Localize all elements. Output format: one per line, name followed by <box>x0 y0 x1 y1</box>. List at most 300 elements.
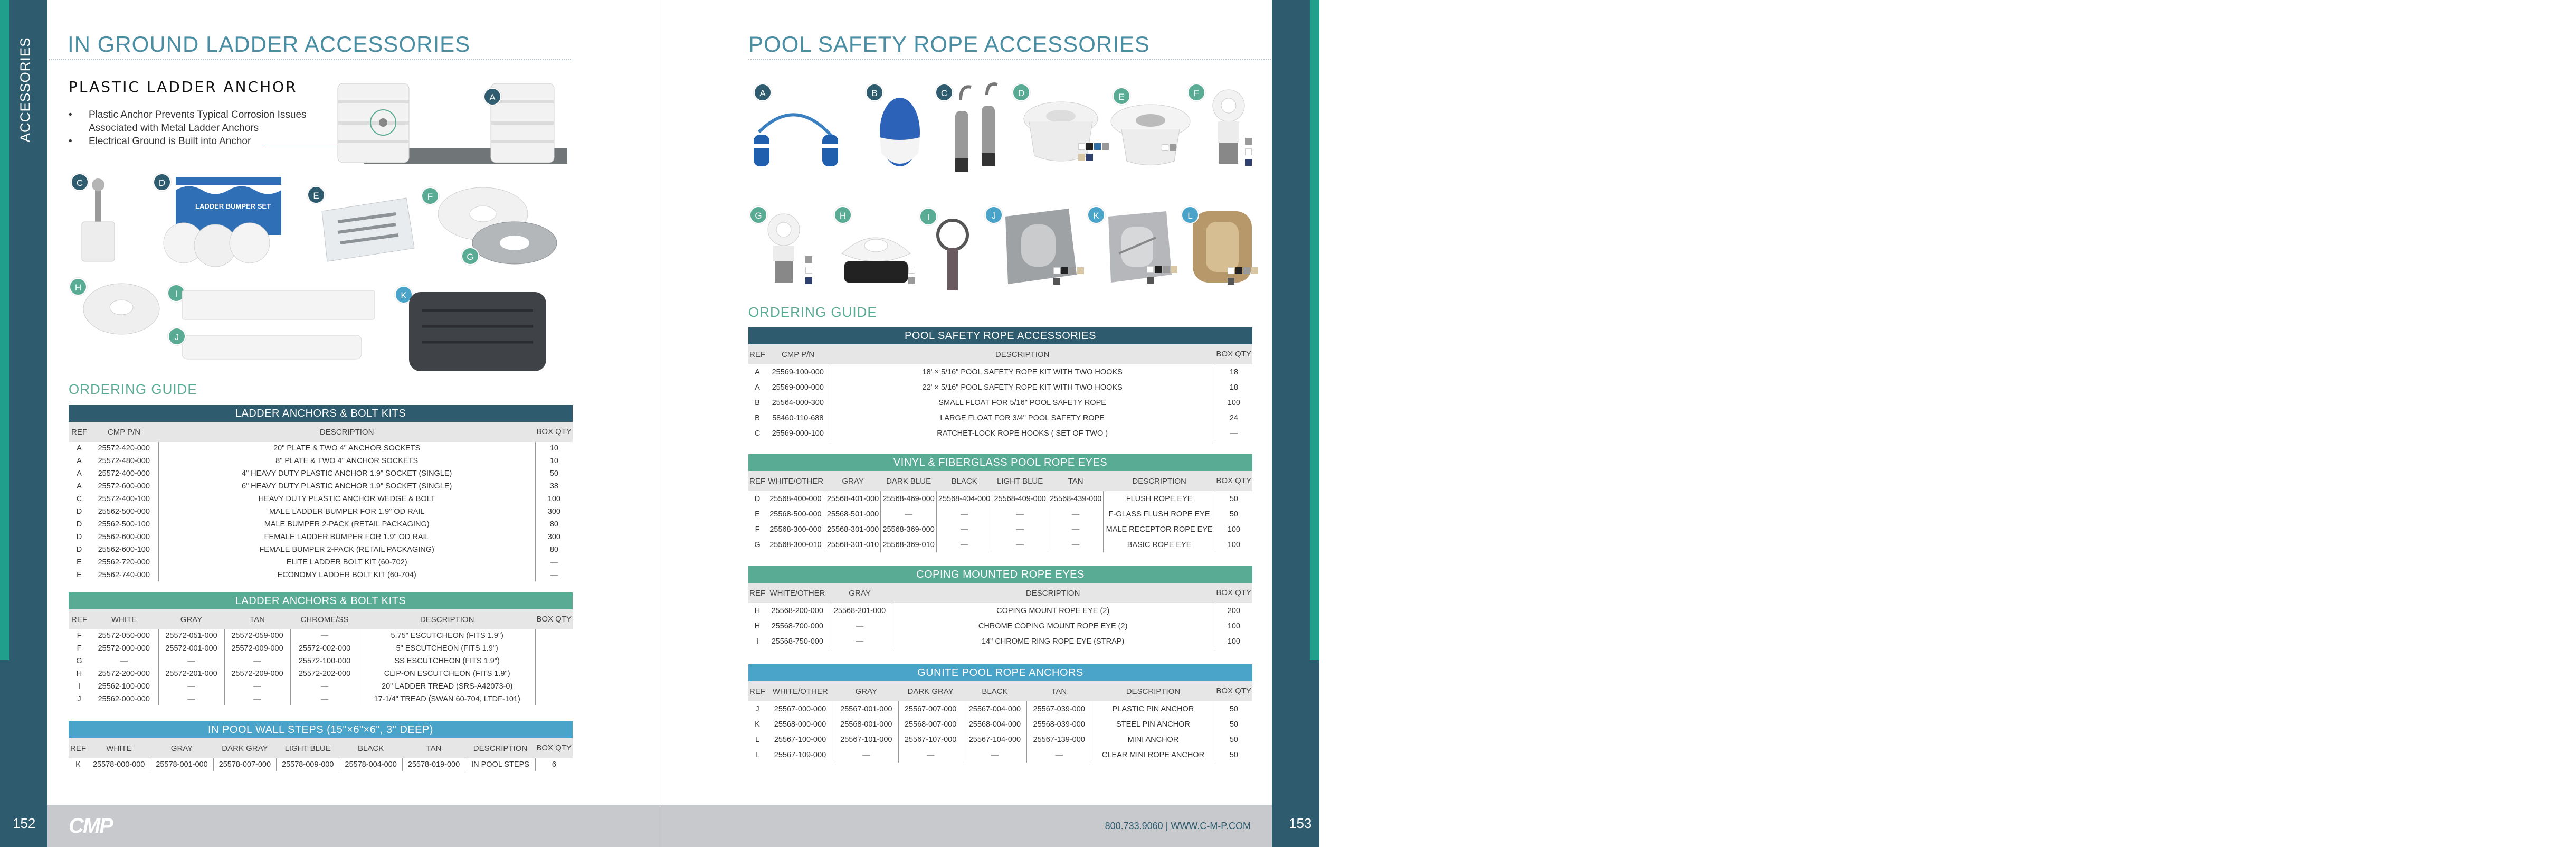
right-accent-strip <box>1310 0 1319 660</box>
table-row <box>748 364 1252 380</box>
table-row <box>748 603 1252 618</box>
table-cell: 38 <box>549 482 558 491</box>
right-safety-rope-table <box>748 327 1252 441</box>
table-cell: 25568-439-000 <box>1048 491 1104 506</box>
table-cell: 25568-300-010 <box>766 537 825 552</box>
table-caption: POOL SAFETY ROPE ACCESSORIES <box>748 327 1252 344</box>
badge-g: G <box>749 206 767 224</box>
col-white: WHITE <box>90 609 158 629</box>
color-swatches <box>1078 143 1109 164</box>
table-cell: 25572-100-000 <box>290 655 359 667</box>
table-cell: 17-1/4" TREAD (SWAN 60-704, LTDF-101) <box>359 693 535 705</box>
table-cell: L <box>755 750 760 759</box>
table-cell: MALE LADDER BUMPER FOR 1.9" OD RAIL <box>158 505 535 518</box>
table-cell: D <box>76 533 82 541</box>
bumper-bag-label: LADDER BUMPER SET <box>195 202 271 210</box>
table-cell: 6" HEAVY DUTY PLASTIC ANCHOR 1.9" SOCKET (SINGLE) <box>158 480 535 493</box>
col-description: DESCRIPTION <box>158 422 535 442</box>
table-cell: ELITE LADDER BOLT KIT (60-702) <box>158 556 535 569</box>
table-cell: 300 <box>547 507 560 516</box>
clip-on-escutcheon-illustration <box>82 280 161 338</box>
right-side-tab-label: ACCESSORIES | LADDER & ROPE ACCESSORIES <box>2560 28 2576 373</box>
table-cell: 25567-007-000 <box>898 701 963 717</box>
table-cell: 25567-004-000 <box>963 701 1027 717</box>
plastic-ladder-anchor-illustration <box>332 74 575 174</box>
col-description: DESCRIPTION <box>1091 681 1215 701</box>
table-row <box>748 537 1252 552</box>
table-cell: A <box>77 444 82 453</box>
col-description: DESCRIPTION <box>891 583 1215 603</box>
col-white: WHITE <box>88 738 150 758</box>
coping-mount-rope-eye-illustration <box>837 222 916 290</box>
table-cell: 25572-002-000 <box>290 642 359 655</box>
col-chrome-ss: CHROME/SS <box>290 609 359 629</box>
table-cell: 25572-000-000 <box>90 642 158 655</box>
col-box-qty: BOX QTY <box>535 738 573 758</box>
ladder-bumper-set-illustration <box>152 174 289 269</box>
table-cell: MALE BUMPER 2-PACK (RETAIL PACKAGING) <box>158 518 535 531</box>
table-cell: — <box>1027 747 1091 763</box>
table-caption: IN POOL WALL STEPS (15"×6"×6", 3" DEEP) <box>69 721 573 738</box>
cmp-logo: CMP <box>69 814 112 837</box>
table-cell: I <box>78 682 81 691</box>
table-cell: RATCHET-LOCK ROPE HOOKS ( SET OF TWO ) <box>830 426 1215 441</box>
table-cell: 25568-369-000 <box>881 522 937 537</box>
table-row <box>748 717 1252 732</box>
table-cell: 25568-301-000 <box>825 522 881 537</box>
table-cell: H <box>754 606 761 615</box>
right-side-tab <box>1272 0 2576 805</box>
col-box-qty: BOX QTY <box>1215 344 1252 364</box>
table-header-row <box>69 738 573 758</box>
table-cell: — <box>550 571 558 579</box>
color-swatches <box>805 256 815 287</box>
table-cell: HEAVY DUTY PLASTIC ANCHOR WEDGE & BOLT <box>158 493 535 505</box>
table-cell: COPING MOUNT ROPE EYE (2) <box>891 603 1215 618</box>
table-cell: L <box>755 735 760 744</box>
table-caption: GUNITE POOL ROPE ANCHORS <box>748 664 1252 681</box>
chrome-ring-rope-eye-illustration <box>934 217 971 293</box>
table-cell: K <box>755 720 760 729</box>
table-cell: 25578-009-000 <box>277 758 339 771</box>
left-page-title: IN GROUND LADDER ACCESSORIES <box>68 32 471 57</box>
table-cell: — <box>898 747 963 763</box>
table-cell: — <box>936 537 992 552</box>
table-cell: PLASTIC PIN ANCHOR <box>1091 701 1215 717</box>
table-cell: C <box>76 495 82 503</box>
table-cell: 25568-750-000 <box>766 634 829 649</box>
table-cell: 10 <box>549 444 558 453</box>
table-cell: 22' × 5/16" POOL SAFETY ROPE KIT WITH TWO HOOKS <box>830 380 1215 395</box>
table-cell: IN POOL STEPS <box>465 758 536 771</box>
table-row <box>748 506 1252 522</box>
table-cell: 50 <box>1229 510 1238 519</box>
table-row <box>69 480 573 493</box>
col-dark-gray: DARK GRAY <box>898 681 963 701</box>
table-cell: A <box>755 383 760 392</box>
table-cell: 25568-501-000 <box>825 506 881 522</box>
col-ref: REF <box>748 583 766 603</box>
anchor-bullets <box>69 108 343 148</box>
table-cell: 25562-100-000 <box>90 680 158 693</box>
table-cell: 18 <box>1229 368 1238 377</box>
table-cell <box>535 667 573 680</box>
table-cell: 25568-401-000 <box>825 491 881 506</box>
table-cell: A <box>77 469 82 478</box>
table-cell: 50 <box>1229 750 1238 759</box>
table-cell: 25568-700-000 <box>766 618 829 634</box>
table-row <box>748 618 1252 634</box>
table-row <box>748 701 1252 717</box>
table-cell: CLEAR MINI ROPE ANCHOR <box>1091 747 1215 763</box>
table-cell <box>535 680 573 693</box>
table-row <box>748 426 1252 441</box>
badge-e: E <box>1113 87 1130 105</box>
col-description: DESCRIPTION <box>359 609 535 629</box>
badge-a: A <box>754 83 772 101</box>
col-black: BLACK <box>963 681 1027 701</box>
table-header-row <box>69 422 573 442</box>
table-cell: 25568-500-000 <box>766 506 825 522</box>
badge-e: E <box>307 186 325 204</box>
table-row <box>748 634 1252 649</box>
table-cell: 18' × 5/16" POOL SAFETY ROPE KIT WITH TWO HOOKS <box>830 364 1215 380</box>
table-cell: 6 <box>552 760 556 769</box>
table-row <box>69 467 573 480</box>
table-row <box>69 642 573 655</box>
table-cell: 25572-600-000 <box>90 480 158 493</box>
color-swatches <box>1161 144 1182 154</box>
table-cell: BASIC ROPE EYE <box>1104 537 1215 552</box>
col-box-qty: BOX QTY <box>1215 681 1252 701</box>
table-row <box>69 505 573 518</box>
rope-float-illustration <box>876 95 924 169</box>
table-cell: 5" ESCUTCHEON (FITS 1.9") <box>359 642 535 655</box>
left-in-pool-steps-table <box>69 721 573 771</box>
table-cell: — <box>834 747 898 763</box>
table-cell: D <box>76 545 82 554</box>
table-cell: — <box>992 537 1048 552</box>
fglass-flush-rope-eye-illustration <box>1108 100 1203 169</box>
table-cell: F <box>77 644 82 653</box>
table-cell: 100 <box>1227 637 1240 646</box>
table-cell <box>535 655 573 667</box>
table-cell: 50 <box>549 469 558 478</box>
col-tan: TAN <box>402 738 465 758</box>
bullet-item: • Electrical Ground is Built into Anchor <box>69 135 343 148</box>
col-box-qty: BOX QTY <box>1215 471 1252 491</box>
table-cell: 25568-409-000 <box>992 491 1048 506</box>
table-cell: A <box>77 482 82 491</box>
table-cell: C <box>754 429 761 438</box>
col-tan: TAN <box>1048 471 1104 491</box>
table-row <box>69 569 573 581</box>
table-header-row <box>748 471 1252 491</box>
left-side-tab-label: ACCESSORIES <box>17 37 33 143</box>
table-cell: FEMALE BUMPER 2-PACK (RETAIL PACKAGING) <box>158 543 535 556</box>
table-header-row <box>748 583 1252 603</box>
col-white-other: WHITE/OTHER <box>766 681 834 701</box>
table-caption: LADDER ANCHORS & BOLT KITS <box>69 592 573 609</box>
table-row <box>69 518 573 531</box>
table-header-row <box>748 681 1252 701</box>
table-cell: 100 <box>1227 540 1240 549</box>
col-box-qty: BOX QTY <box>535 422 573 442</box>
table-cell: — <box>224 680 290 693</box>
table-cell: — <box>90 655 158 667</box>
in-pool-step-illustration <box>406 289 549 374</box>
color-swatches <box>1053 267 1085 288</box>
badge-i: I <box>919 208 937 225</box>
table-cell: F <box>77 632 82 640</box>
table-cell: FEMALE LADDER BUMPER FOR 1.9" OD RAIL <box>158 531 535 543</box>
table-cell: 25572-050-000 <box>90 629 158 642</box>
table-cell: — <box>1048 522 1104 537</box>
table-cell: 100 <box>1227 398 1240 407</box>
table-cell: 25572-001-000 <box>158 642 224 655</box>
table-row <box>748 491 1252 506</box>
table-cell: 25562-720-000 <box>90 556 158 569</box>
table-cell: 18 <box>1229 383 1238 392</box>
badge-h: H <box>69 278 87 296</box>
table-cell: — <box>158 693 224 705</box>
badge-l: L <box>1181 206 1199 224</box>
table-header-row <box>748 344 1252 364</box>
table-cell: 20" PLATE & TWO 4" ANCHOR SOCKETS <box>158 442 535 455</box>
badge-d: D <box>153 173 171 191</box>
bullet-item: • Plastic Anchor Prevents Typical Corrosion Issues Associated with Metal Ladder Anchors <box>69 108 343 135</box>
table-row <box>748 410 1252 426</box>
right-rope-eyes-table <box>748 454 1252 552</box>
col-box-qty: BOX QTY <box>535 609 573 629</box>
table-cell: D <box>76 520 82 529</box>
table-cell: 25564-000-300 <box>766 395 830 410</box>
table-cell: 25562-000-000 <box>90 693 158 705</box>
table-cell: 25568-007-000 <box>898 717 963 732</box>
rope-hooks-illustration <box>945 79 1008 180</box>
table-cell: 25567-001-000 <box>834 701 898 717</box>
contact-info: 800.733.9060 | WWW.C-M-P.COM <box>1105 821 1251 831</box>
table-cell: 25569-100-000 <box>766 364 830 380</box>
table-cell: LARGE FLOAT FOR 3/4" POOL SAFETY ROPE <box>830 410 1215 426</box>
table-cell: F-GLASS FLUSH ROPE EYE <box>1104 506 1215 522</box>
table-cell: E <box>755 510 760 519</box>
table-cell: 80 <box>549 545 558 554</box>
table-cell: MALE RECEPTOR ROPE EYE <box>1104 522 1215 537</box>
table-row <box>69 680 573 693</box>
col-gray: GRAY <box>834 681 898 701</box>
table-cell: 25572-059-000 <box>224 629 290 642</box>
col-description: DESCRIPTION <box>465 738 536 758</box>
table-cell: 25569-000-100 <box>766 426 830 441</box>
table-cell: 5.75" ESCUTCHEON (FITS 1.9") <box>359 629 535 642</box>
table-cell: 25568-001-000 <box>834 717 898 732</box>
table-cell: 80 <box>549 520 558 529</box>
table-cell: 8" PLATE & TWO 4" ANCHOR SOCKETS <box>158 455 535 467</box>
table-cell: — <box>1048 506 1104 522</box>
table-row <box>748 747 1252 763</box>
right-gunite-anchors-table <box>748 664 1252 763</box>
color-swatches <box>1146 266 1178 287</box>
badge-g: G <box>461 247 479 265</box>
table-cell: 25568-200-000 <box>766 603 829 618</box>
table-cell <box>535 693 573 705</box>
color-swatches <box>1227 267 1259 288</box>
badge-j: J <box>168 327 186 345</box>
table-cell: — <box>881 506 937 522</box>
table-row <box>748 522 1252 537</box>
table-cell: 25568-469-000 <box>881 491 937 506</box>
table-cell: 100 <box>1227 525 1240 534</box>
escutcheon-illustration <box>438 185 565 264</box>
table-cell: 25572-200-000 <box>90 667 158 680</box>
table-header-row <box>69 609 573 629</box>
table-cell: STEEL PIN ANCHOR <box>1091 717 1215 732</box>
badge-k: K <box>1087 206 1105 224</box>
table-cell: G <box>754 540 761 549</box>
table-cell: 50 <box>1229 735 1238 744</box>
anchor-wedge-bolt-illustration <box>79 180 121 264</box>
col-gray: GRAY <box>829 583 891 603</box>
table-cell: 200 <box>1227 606 1240 615</box>
table-cell: 25562-500-100 <box>90 518 158 531</box>
table-cell: 25572-400-000 <box>90 467 158 480</box>
col-tan: TAN <box>224 609 290 629</box>
col-white-other: WHITE/OTHER <box>766 583 829 603</box>
table-row <box>69 442 573 455</box>
table-row <box>69 556 573 569</box>
table-cell: 25568-300-000 <box>766 522 825 537</box>
table-row <box>69 543 573 556</box>
ladder-bolt-kit-illustration <box>317 190 417 264</box>
badge-a: A <box>483 88 501 106</box>
right-page-title: POOL SAFETY ROPE ACCESSORIES <box>748 32 1150 57</box>
table-cell: 25568-301-010 <box>825 537 881 552</box>
left-title-rule <box>49 59 571 60</box>
table-cell: 24 <box>1229 413 1238 422</box>
table-row <box>69 493 573 505</box>
table-cell: E <box>77 558 82 567</box>
badge-k: K <box>395 286 413 304</box>
table-cell: — <box>936 522 992 537</box>
col-ref: REF <box>69 422 90 442</box>
table-cell: B <box>755 398 760 407</box>
table-row <box>69 655 573 667</box>
table-cell: A <box>755 368 760 377</box>
table-cell: 25572-420-000 <box>90 442 158 455</box>
table-cell: — <box>290 629 359 642</box>
table-cell: 25578-007-000 <box>213 758 276 771</box>
left-side-tab <box>0 0 47 805</box>
table-cell <box>535 642 573 655</box>
table-cell: SMALL FLOAT FOR 5/16" POOL SAFETY ROPE <box>830 395 1215 410</box>
table-cell: 50 <box>1229 704 1238 713</box>
col-ref: REF <box>748 344 766 364</box>
col-gray: GRAY <box>825 471 881 491</box>
table-row <box>69 667 573 680</box>
col-black: BLACK <box>936 471 992 491</box>
color-swatches <box>908 266 918 287</box>
table-cell: F <box>755 525 760 534</box>
table-cell <box>535 629 573 642</box>
left-page-number: 152 <box>13 815 36 831</box>
col-ref: REF <box>69 609 90 629</box>
badge-b: B <box>866 83 883 101</box>
left-escutcheon-tread-table <box>69 592 573 705</box>
col-cmp-pn: CMP P/N <box>90 422 158 442</box>
col-dark-blue: DARK BLUE <box>881 471 937 491</box>
table-row <box>69 629 573 642</box>
table-cell: 10 <box>549 457 558 465</box>
table-cell: 300 <box>547 533 560 541</box>
table-cell: 25568-400-000 <box>766 491 825 506</box>
table-row <box>69 758 573 771</box>
table-cell: 100 <box>1227 622 1240 630</box>
table-cell: 25578-004-000 <box>339 758 402 771</box>
anchor-heading: PLASTIC LADDER ANCHOR <box>69 78 298 96</box>
table-cell: 25568-004-000 <box>963 717 1027 732</box>
table-cell: — <box>158 655 224 667</box>
table-cell: K <box>75 760 81 769</box>
table-cell: — <box>290 680 359 693</box>
col-light-blue: LIGHT BLUE <box>992 471 1048 491</box>
col-box-qty: BOX QTY <box>1215 583 1252 603</box>
table-cell: 50 <box>1229 720 1238 729</box>
table-cell: I <box>756 637 759 646</box>
badge-d: D <box>1012 83 1030 101</box>
table-cell: 25569-000-000 <box>766 380 830 395</box>
badge-h: H <box>834 206 852 224</box>
table-cell: 25562-600-100 <box>90 543 158 556</box>
col-description: DESCRIPTION <box>1104 471 1215 491</box>
left-ordering-guide-heading: ORDERING GUIDE <box>69 381 197 397</box>
table-cell: ECONOMY LADDER BOLT KIT (60-704) <box>158 569 535 581</box>
col-black: BLACK <box>339 738 402 758</box>
table-cell: 4" HEAVY DUTY PLASTIC ANCHOR 1.9" SOCKET (SINGLE) <box>158 467 535 480</box>
table-cell: 58460-110-688 <box>766 410 830 426</box>
table-cell: 25572-480-000 <box>90 455 158 467</box>
left-ladder-anchor-table <box>69 405 573 581</box>
table-cell: 100 <box>547 495 560 503</box>
table-cell: E <box>77 571 82 579</box>
table-cell: SS ESCUTCHEON (FITS 1.9") <box>359 655 535 667</box>
table-cell: 25568-404-000 <box>936 491 992 506</box>
table-cell: 25572-202-000 <box>290 667 359 680</box>
col-dark-gray: DARK GRAY <box>213 738 276 758</box>
table-cell: 50 <box>1229 494 1238 503</box>
table-cell: 25572-051-000 <box>158 629 224 642</box>
table-cell: 25572-201-000 <box>158 667 224 680</box>
table-cell: 25562-740-000 <box>90 569 158 581</box>
table-cell: 25578-019-000 <box>402 758 465 771</box>
table-cell: 25568-201-000 <box>829 603 891 618</box>
badge-i: I <box>167 284 185 302</box>
table-cell: CHROME COPING MOUNT ROPE EYE (2) <box>891 618 1215 634</box>
table-cell: 25567-101-000 <box>834 732 898 747</box>
table-cell: — <box>290 693 359 705</box>
color-swatches <box>1244 137 1255 169</box>
table-cell: 25572-009-000 <box>224 642 290 655</box>
table-row <box>69 531 573 543</box>
table-cell: — <box>1230 429 1238 438</box>
table-row <box>69 455 573 467</box>
table-cell: A <box>77 457 82 465</box>
col-cmp-pn: CMP P/N <box>766 344 830 364</box>
table-cell: 25568-369-010 <box>881 537 937 552</box>
table-cell: 25572-400-100 <box>90 493 158 505</box>
table-cell: 25567-000-000 <box>766 701 834 717</box>
col-gray: GRAY <box>150 738 213 758</box>
